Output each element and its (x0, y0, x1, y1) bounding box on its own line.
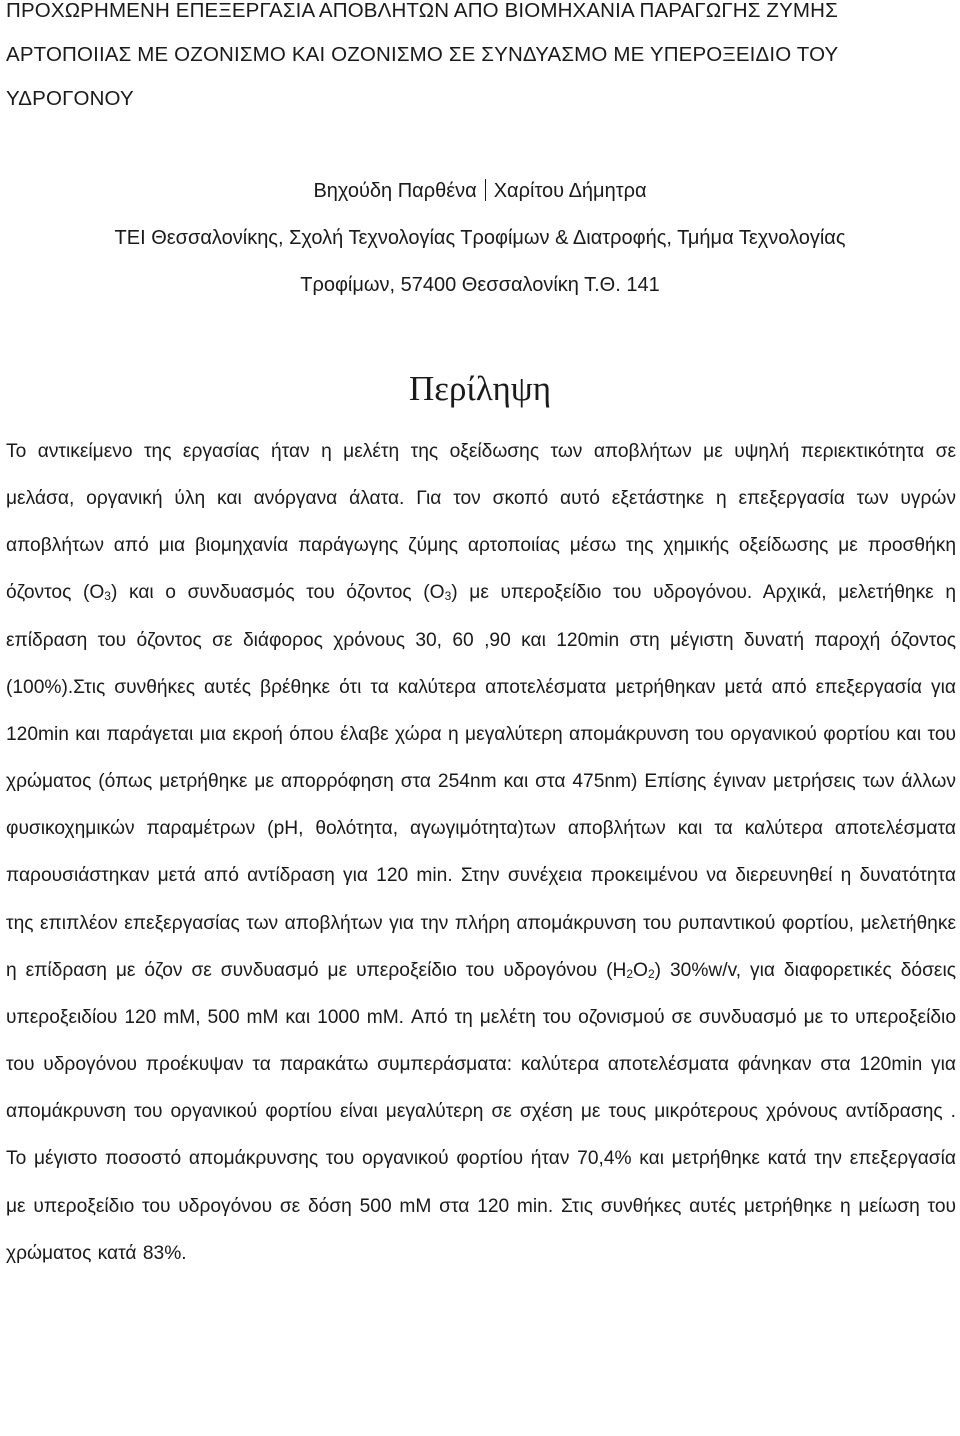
abstract-text: ) με υπεροξείδιο του υδρογόνου. Αρχικά, μελετήθηκε η επίδραση του όζοντος σε διάφορος χρόνους 30, 60 ,90 και 120min στη μέγιστη δυνατή παροχή όζοντος (100%).Στις συνθήκες αυτές βρέθηκε ότι τα καλύτερα αποτελέσματα μετρήθηκαν μετά από επεξεργασία για 120min και παράγεται μια εκροή όπου έλαβε χώρα η μεγαλύτερη απομάκρυνση του οργανικού φορτίου και του χρώματος (όπως μετρήθηκε με απορρόφηση στα 254nm και στα 475nm) Επίσης έγιναν μετρήσεις των άλλων φυσικοχημικών παραμέτρων (pH, θολότητα, αγωγιμότητα)των αποβλήτων και τα καλύτερα αποτελέσματα παρουσιάστηκαν μετά από αντίδραση για 120 min. Στην συνέχεια προκειμένου να διερευνηθεί η δυνατότητα της επιπλέον επεξεργασίας των αποβλήτων για την πλήρη απομάκρυνση του ρυπαντικού φορτίου, μελετήθηκε η επίδραση με όζον σε συνδυασμό με υπεροξείδιο του υδρογόνου (H (6, 582, 957, 981)
subscript: 2 (647, 966, 655, 981)
author-separator (485, 179, 486, 201)
abstract-text: ) 30%w/v, για διαφορετικές δόσεις υπεροξειδίου 120 mM, 500 mM και 1000 mM. Από τη μελέτη του οζονισμού σε συνδυασμό με το υπεροξείδιο του υδρογόνου προέκυψαν τα παρακάτω συμπεράσματα: καλύτερα αποτελέσματα φάνηκαν στα 120min για απομάκρυνση του οργανικού φορτίου είναι μεγαλύτερη σε σχέση με τους μικρότερους χρόνους αντίδρασης . Το μέγιστο ποσοστό απομάκρυνσης του οργανικού φορτίου ήταν 70,4% και μετρήθηκε κατά την επεξεργασία με υπεροξείδιο του υδρογόνου σε δόση 500 mM στα 120 min. Στις συνθήκες αυτές μετρήθηκε η μείωση του χρώματος κατά 83%. (6, 959, 956, 1264)
author-name: Χαρίτου Δήμητρα (493, 180, 647, 202)
author-line (0, 168, 960, 215)
author-block (0, 168, 960, 309)
subscript: 3 (444, 589, 452, 604)
affiliation-line: Τροφίμων, 57400 Θεσσαλονίκη Τ.Θ. 141 (300, 274, 660, 296)
paper-title: ΠΡΟΧΩΡΗΜΕΝΗ ΕΠΕΞΕΡΓΑΣΙΑ ΑΠΟΒΛΗΤΩΝ ΑΠΟ ΒΙΟΜΗΧΑΝΙΑ ΠΑΡΑΓΩΓΗΣ ΖΥΜΗΣ ΑΡΤΟΠΟΙΙΑΣ ΜΕ ΟΖΟΝΙΣΜΟ ΚΑΙ ΟΖΟΝΙΣΜΟ ΣΕ ΣΥΝΔΥΑΣΜΟ ΜΕ ΥΠΕΡΟΞΕΙΔΙΟ ΤΟΥ ΥΔΡΟΓΟΝΟΥ (6, 0, 838, 110)
abstract-heading: Περίληψη (408, 369, 552, 408)
affiliation-line: ΤΕΙ Θεσσαλονίκης, Σχολή Τεχνολογίας Τροφίμων & Διατροφής, Τμήμα Τεχνολογίας (114, 227, 846, 249)
author-name: Βηχούδη Παρθένα (313, 180, 477, 202)
abstract-text: O (633, 959, 648, 981)
subscript: 2 (626, 966, 634, 981)
abstract-paragraph (6, 428, 956, 1277)
abstract-text: Το αντικείμενο της εργασίας ήταν η μελέτη της οξείδωσης των αποβλήτων με υψηλή περιεκτικότητα σε μελάσα, οργανική ύλη και ανόργανα άλατα. Για τον σκοπό αυτό εξετάστηκε η επεξεργασία των υγρών αποβλήτων από μια βιομηχανία παράγωγης ζύμης αρτοποιίας μέσω της χημικής οξείδωσης με προσθήκη όζοντος (O (6, 441, 956, 604)
abstract-text: ) και ο συνδυασμός του όζοντος (O (110, 582, 445, 604)
subscript: 3 (104, 589, 111, 604)
